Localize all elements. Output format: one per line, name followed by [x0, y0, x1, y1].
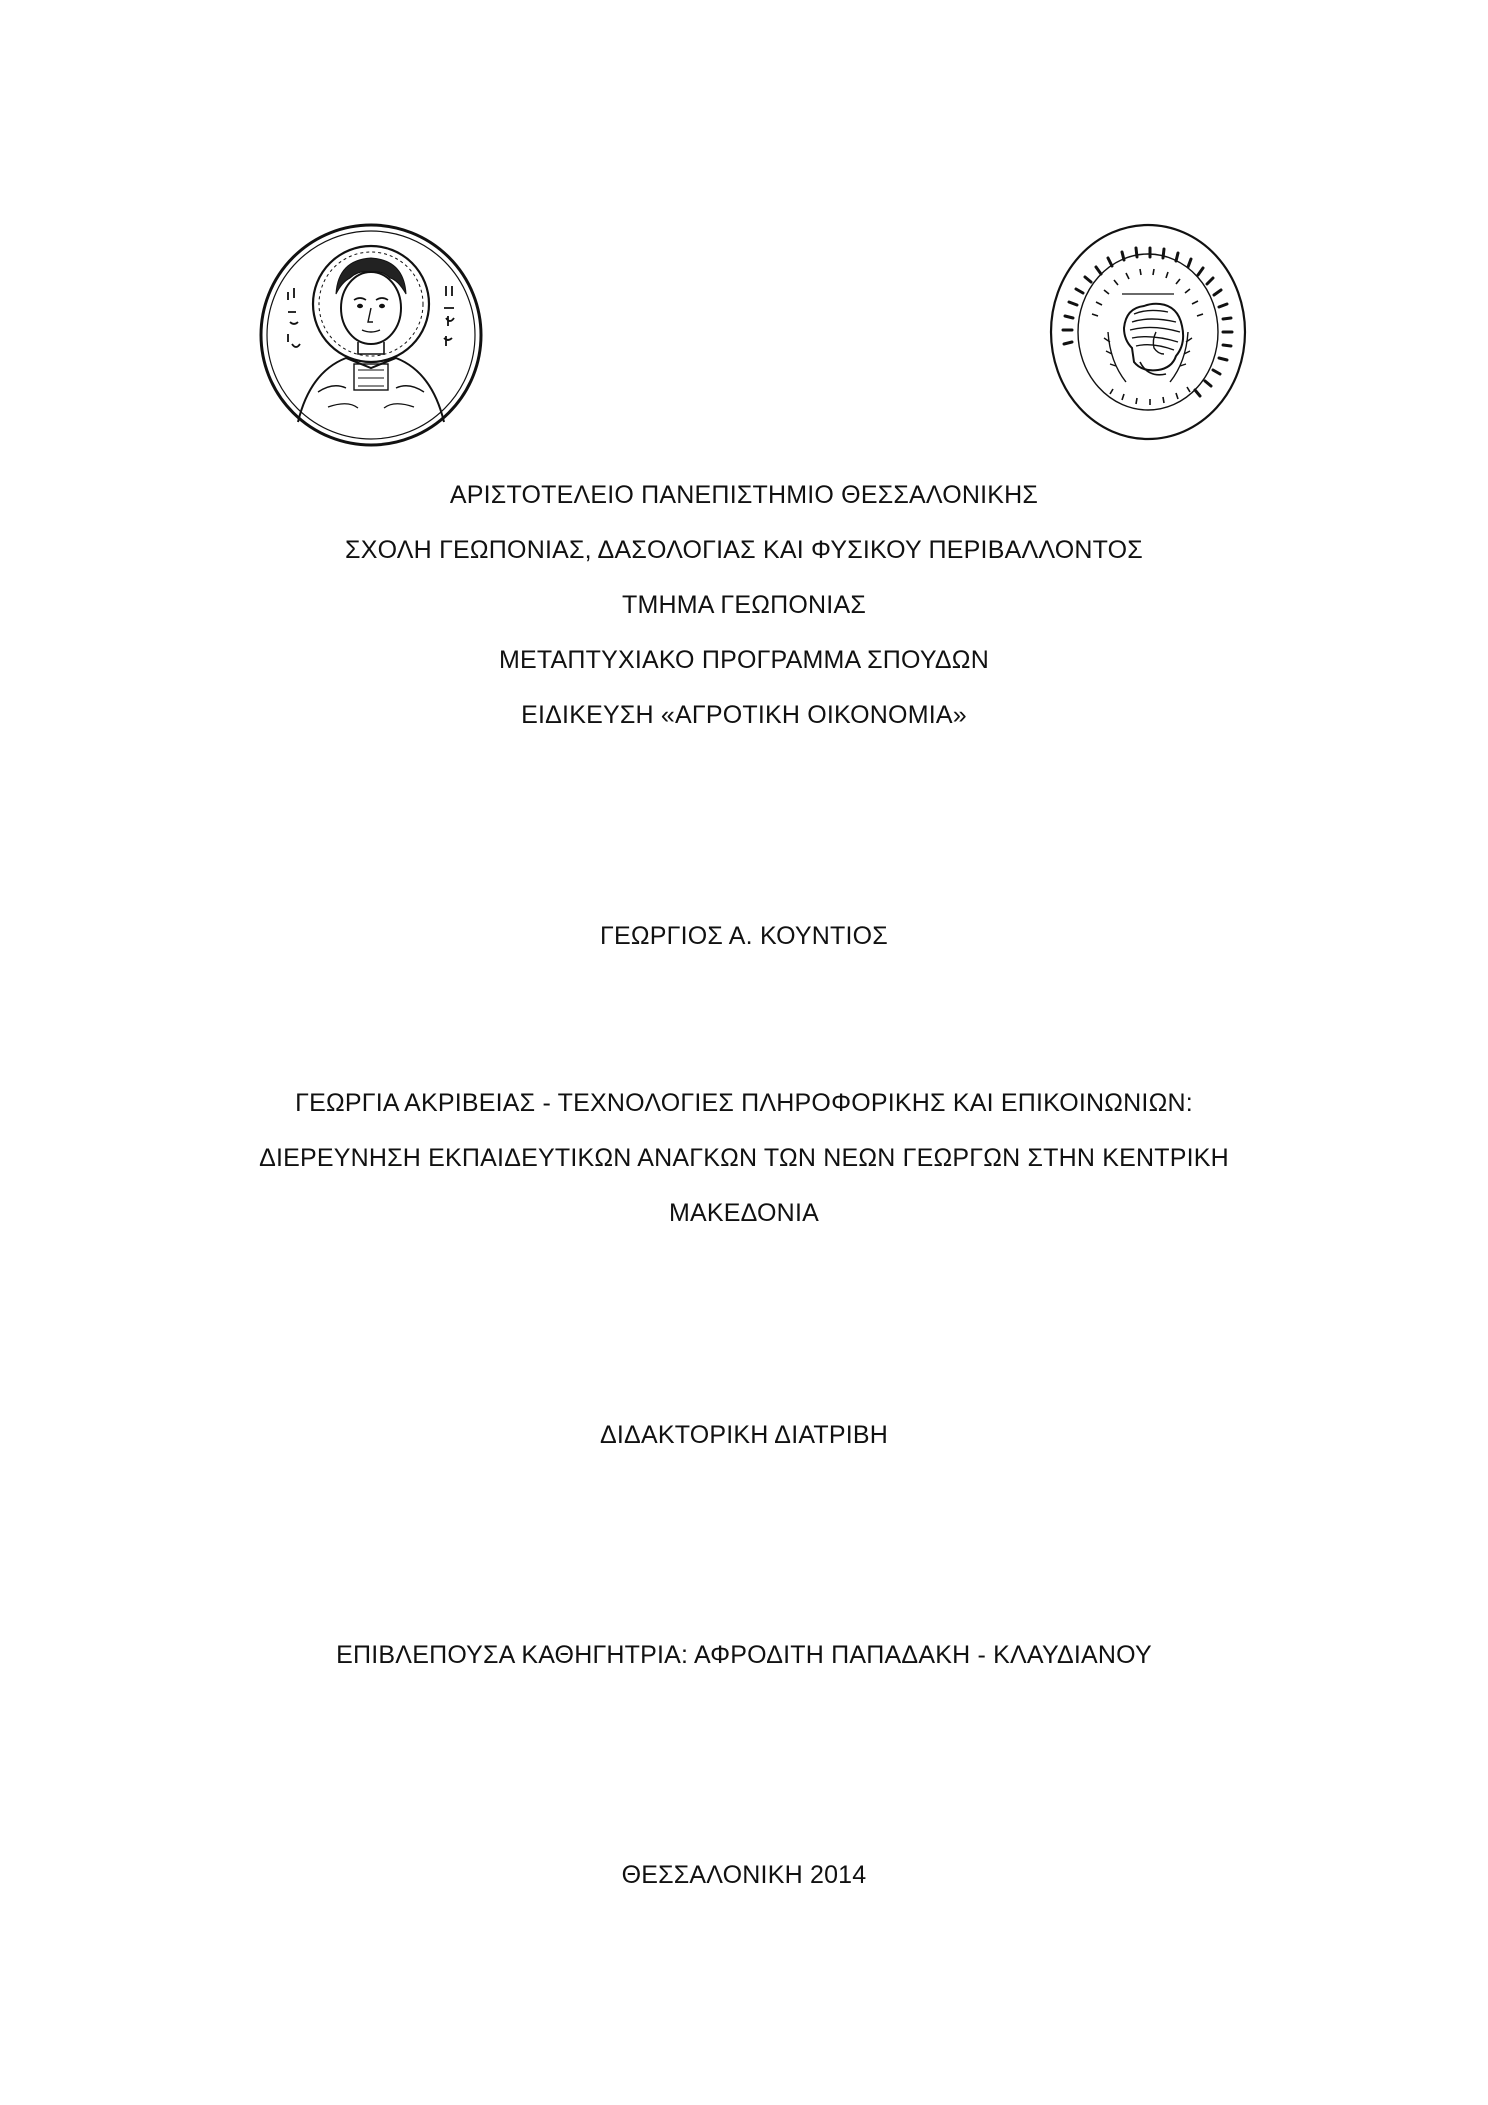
university-seal-emblem-icon	[1048, 222, 1248, 442]
department-name: ΤΜΗΜΑ ΓΕΩΠΟΝΙΑΣ	[622, 591, 866, 619]
university-name: ΑΡΙΣΤΟΤΕΛΕΙΟ ΠΑΝΕΠΙΣΤΗΜΙΟ ΘΕΣΣΑΛΟΝΙΚΗΣ	[449, 481, 1039, 509]
thesis-title-line-2: ΔΙΕΡΕΥΝΗΣΗ ΕΚΠΑΙΔΕΥΤΙΚΩΝ ΑΝΑΓΚΩΝ ΤΩΝ ΝΕΩΝ ΓΕΩΡΓΩΝ ΣΤΗΝ ΚΕΝΤΡΙΚΗ	[259, 1144, 1229, 1172]
specialization: ΕΙΔΙΚΕΥΣΗ «ΑΓΡΟΤΙΚΗ ΟΙΚΟΝΟΜΙΑ»	[521, 701, 967, 729]
school-name: ΣΧΟΛΗ ΓΕΩΠΟΝΙΑΣ, ΔΑΣΟΛΟΓΙΑΣ ΚΑΙ ΦΥΣΙΚΟΥ ΠΕΡΙΒΑΛΛΟΝΤΟΣ	[345, 536, 1143, 564]
supervisor: ΕΠΙΒΛΕΠΟΥΣΑ ΚΑΘΗΓΗΤΡΙΑ: ΑΦΡΟΔΙΤΗ ΠΑΠΑΔΑΚΗ - ΚΛΑΥΔΙΑΝΟΥ	[336, 1641, 1152, 1669]
document-type: ΔΙΔΑΚΤΟΡΙΚΗ ΔΙΑΤΡΙΒΗ	[600, 1421, 888, 1449]
saint-demetrios-emblem-icon	[258, 222, 484, 448]
place-year: ΘΕΣΣΑΛΟΝΙΚΗ 2014	[621, 1861, 867, 1889]
thesis-title-line-3: ΜΑΚΕΔΟΝΙΑ	[669, 1199, 819, 1227]
thesis-title-line-1: ΓΕΩΡΓΙΑ ΑΚΡΙΒΕΙΑΣ - ΤΕΧΝΟΛΟΓΙΕΣ ΠΛΗΡΟΦΟΡΙΚΗΣ ΚΑΙ ΕΠΙΚΟΙΝΩΝΙΩΝ:	[295, 1089, 1193, 1117]
program-name: ΜΕΤΑΠΤΥΧΙΑΚΟ ΠΡΟΓΡΑΜΜΑ ΣΠΟΥΔΩΝ	[499, 646, 989, 674]
author-name: ΓΕΩΡΓΙΟΣ Α. ΚΟΥΝΤΙΟΣ	[600, 922, 888, 950]
